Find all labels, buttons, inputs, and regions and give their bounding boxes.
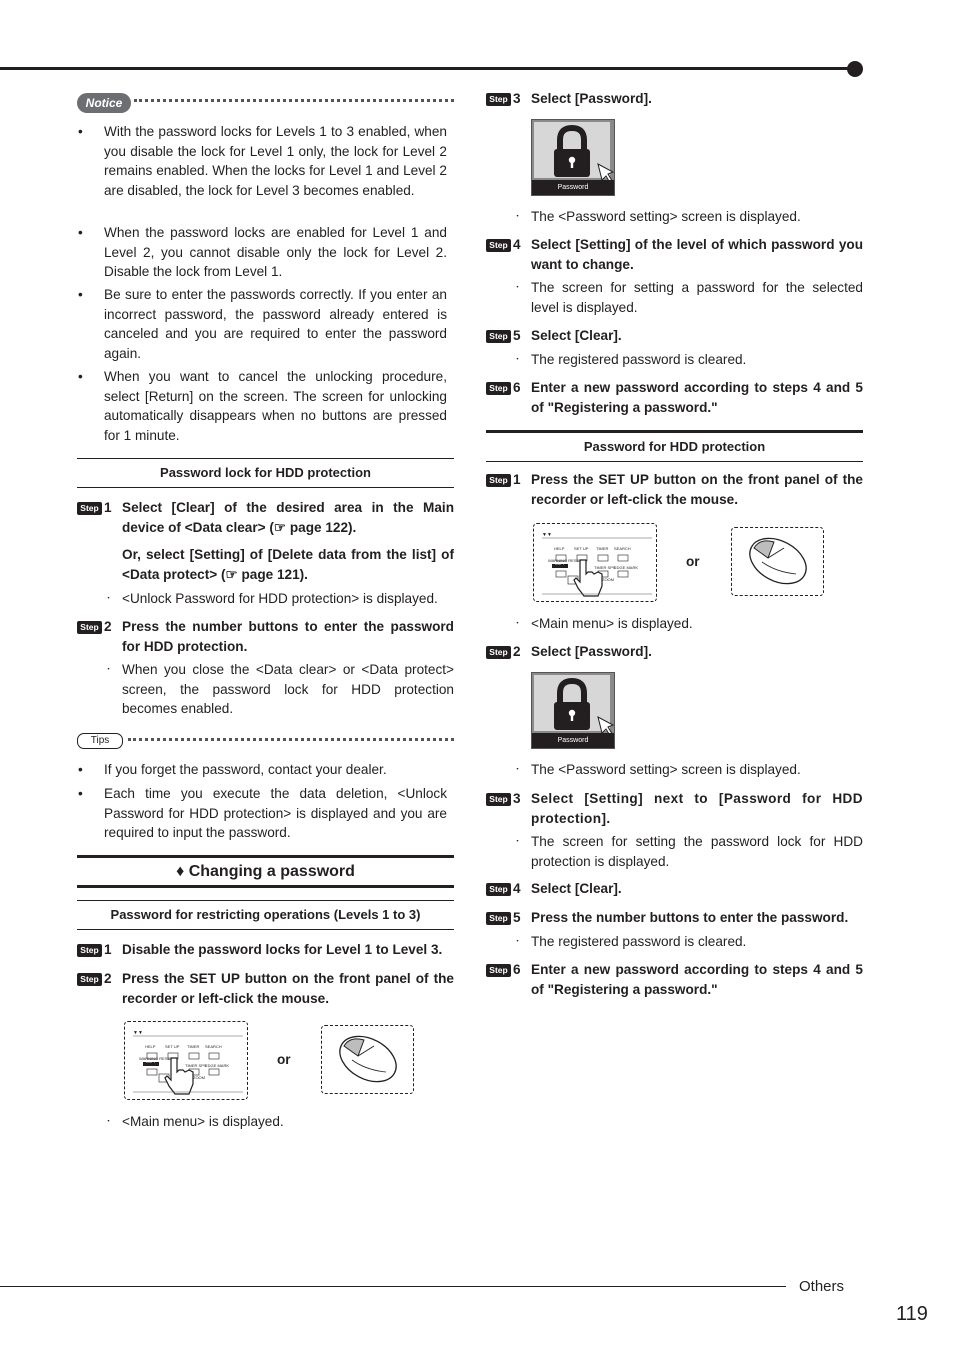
bullet: ・ [104,664,114,674]
step-number: 2 [104,971,112,986]
hdd-lock-step2-note: When you close the <Data clear> or <Data protect> screen, the password lock for HDD protection becomes enabled. [122,662,454,716]
step-badge: Step [486,883,511,896]
panel-label-timer-sps: TIMER SPS [185,1063,207,1068]
step-number: 5 [513,910,521,925]
password-button-image [531,672,615,749]
panel-label-zoom: ZOOM [193,1075,205,1080]
hdd-step4: Select [Clear]. [531,881,622,896]
notice-item-3: Be sure to enter the passwords correctly. If you enter an incorrect password, the password already entered is canceled and you are required to enter the password again. [104,287,447,361]
or-label: or [277,1052,291,1067]
step-number: 5 [513,328,521,343]
step-badge: Step [77,502,102,515]
tips-item-2: Each time you execute the data deletion, <Unlock Password for HDD protection> is displayed and you are required to input the password. [104,786,447,840]
bullet: ・ [513,282,523,292]
bullet: ・ [104,1116,114,1126]
notice-item-4: When you want to cancel the unlocking procedure, select [Return] on the screen. The screen for unlocking automatically disappears when no buttons are pressed for 1 minute. [104,369,447,443]
hdd-lock-step1-note: <Unlock Password for HDD protection> is displayed. [122,591,438,606]
step-number: 1 [104,942,112,957]
step-badge: Step [486,646,511,659]
hdd-step1-note: <Main menu> is displayed. [531,616,693,631]
step-number: 1 [104,500,112,515]
panel-label-warning: WARNING RESET [548,558,582,563]
panel-label-copy: COPY [146,1060,156,1064]
step-number: 3 [513,91,521,106]
mouse-illustration [731,527,824,596]
hdd-step3-note: The screen for setting the password lock for HDD protection is displayed. [531,834,863,869]
panel-label-warning: WARNING RESET [139,1056,173,1061]
notice-item-2: When the password locks are enabled for Level 1 and Level 2, you cannot disable only the lock for Level 2. Disable the lock from Level 1. [104,225,447,279]
hdd-step5: Press the number buttons to enter the password. [531,910,849,925]
password-button-label: Password [532,733,614,748]
ops-heading: Password for restricting operations (Levels 1 to 3) [77,900,454,930]
step-number: 4 [513,237,521,252]
mouse-icon [322,1026,413,1093]
hdd-step2: Select [Password]. [531,644,652,659]
step-badge: Step [77,944,102,957]
notice-badge: Notice [77,93,131,113]
step-badge: Step [486,912,511,925]
top-rule-dot [847,61,863,77]
svg-text:▼▼: ▼▼ [133,1030,143,1036]
top-rule [0,67,855,70]
panel-label-timer: TIMER [596,546,609,551]
ops-step4-note: The screen for setting a password for the selected level is displayed. [531,280,863,315]
step-number: 4 [513,881,521,896]
mouse-icon [732,528,823,595]
step-number: 3 [513,791,521,806]
panel-label-setup: SET UP [574,546,589,551]
bullet: • [78,786,83,801]
step-number: 6 [513,380,521,395]
panel-label-copy: COPY [555,562,565,566]
bullet: ・ [104,593,114,603]
panel-label-timer: TIMER [187,1044,200,1049]
password-button-image [531,119,615,196]
notice-dots [134,99,454,102]
bullet: • [78,762,83,777]
step-number: 6 [513,962,521,977]
panel-label-zoom: ZOOM [602,577,614,582]
ops-step4: Select [Setting] of the level of which password you want to change. [531,237,863,272]
step-badge: Step [486,793,511,806]
panel-label-setup: SET UP [165,1044,180,1049]
bullet: ・ [513,354,523,364]
step-number: 2 [104,619,112,634]
hdd-lock-step1a: Select [Clear] of the desired area in the Main device of <Data clear> (☞ page 122). [122,500,454,535]
tips-badge: Tips [77,733,123,749]
mouse-illustration [321,1025,414,1094]
or-label: or [686,554,700,569]
ops-step3: Select [Password]. [531,91,652,106]
panel-label-search: SEARCH [205,1044,222,1049]
hdd-lock-step2: Press the number buttons to enter the password for HDD protection. [122,619,454,654]
panel-label-help: HELP [145,1044,156,1049]
hdd-step3: Select [Setting] next to [Password for HDD protection]. [531,791,863,826]
footer-section: Others [799,1278,845,1295]
bullet: • [78,369,83,384]
hdd-step6: Enter a new password according to steps 4 and 5 of "Registering a password." [531,962,863,997]
tips-item-1: If you forget the password, contact your dealer. [104,762,387,777]
panel-label-mark: EDGE MARK [614,565,639,570]
step-number: 1 [513,472,521,487]
bullet: ・ [513,618,523,628]
ops-step2-note: <Main menu> is displayed. [122,1114,284,1129]
ops-step3-note: The <Password setting> screen is displayed. [531,209,801,224]
panel-label-help: HELP [554,546,565,551]
hdd-step5-note: The registered password is cleared. [531,934,747,949]
section-heading [77,855,454,888]
hdd-lock-heading: Password lock for HDD protection [77,458,454,488]
ops-step5-note: The registered password is cleared. [531,352,747,367]
step-badge: Step [486,239,511,252]
bullet: • [78,225,83,240]
bullet: ・ [513,211,523,221]
bullet: • [78,287,83,302]
section-title: Changing a password [188,863,355,880]
hdd-step2-note: The <Password setting> screen is displayed. [531,762,801,777]
step-badge: Step [486,330,511,343]
hdd-step1: Press the SET UP button on the front panel of the recorder or left-click the mouse. [531,472,863,507]
front-panel-illustration [533,523,657,602]
step-badge: Step [486,474,511,487]
hdd-lock-step1b: Or, select [Setting] of [Delete data from the list] of <Data protect> (☞ page 121). [122,547,454,582]
hdd-heading: Password for HDD protection [486,430,863,462]
svg-text:▼▼: ▼▼ [542,532,552,538]
page-number: 119 [896,1303,928,1325]
bullet: ・ [513,764,523,774]
step-badge: Step [77,973,102,986]
notice-item-1: With the password locks for Levels 1 to 3 enabled, when you disable the lock for Level 1 only, the lock for Level 2 remains enabled. When the locks for Level 1 and Level 2 are disabled, the lock for Level 3 becomes enabled. [104,124,447,198]
step-badge: Step [77,621,102,634]
step-badge: Step [486,382,511,395]
panel-label-timer-sps: TIMER SPS [594,565,616,570]
bullet: ・ [513,836,523,846]
panel-label-mark: EDGE MARK [205,1063,230,1068]
tips-dots [128,738,454,741]
bullet: ・ [513,936,523,946]
step-number: 2 [513,644,521,659]
ops-step2: Press the SET UP button on the front panel of the recorder or left-click the mouse. [122,971,454,1006]
password-button-label: Password [532,180,614,195]
step-badge: Step [486,93,511,106]
ops-step1: Disable the password locks for Level 1 to Level 3. [122,942,443,957]
step-badge: Step [486,964,511,977]
ops-step5: Select [Clear]. [531,328,622,343]
panel-label-search: SEARCH [614,546,631,551]
bullet: • [78,124,83,139]
ops-step6: Enter a new password according to steps 4 and 5 of "Registering a password." [531,380,863,415]
diamond-icon: ♦ [176,863,185,880]
front-panel-illustration [124,1021,248,1100]
footer-rule [0,1286,786,1287]
